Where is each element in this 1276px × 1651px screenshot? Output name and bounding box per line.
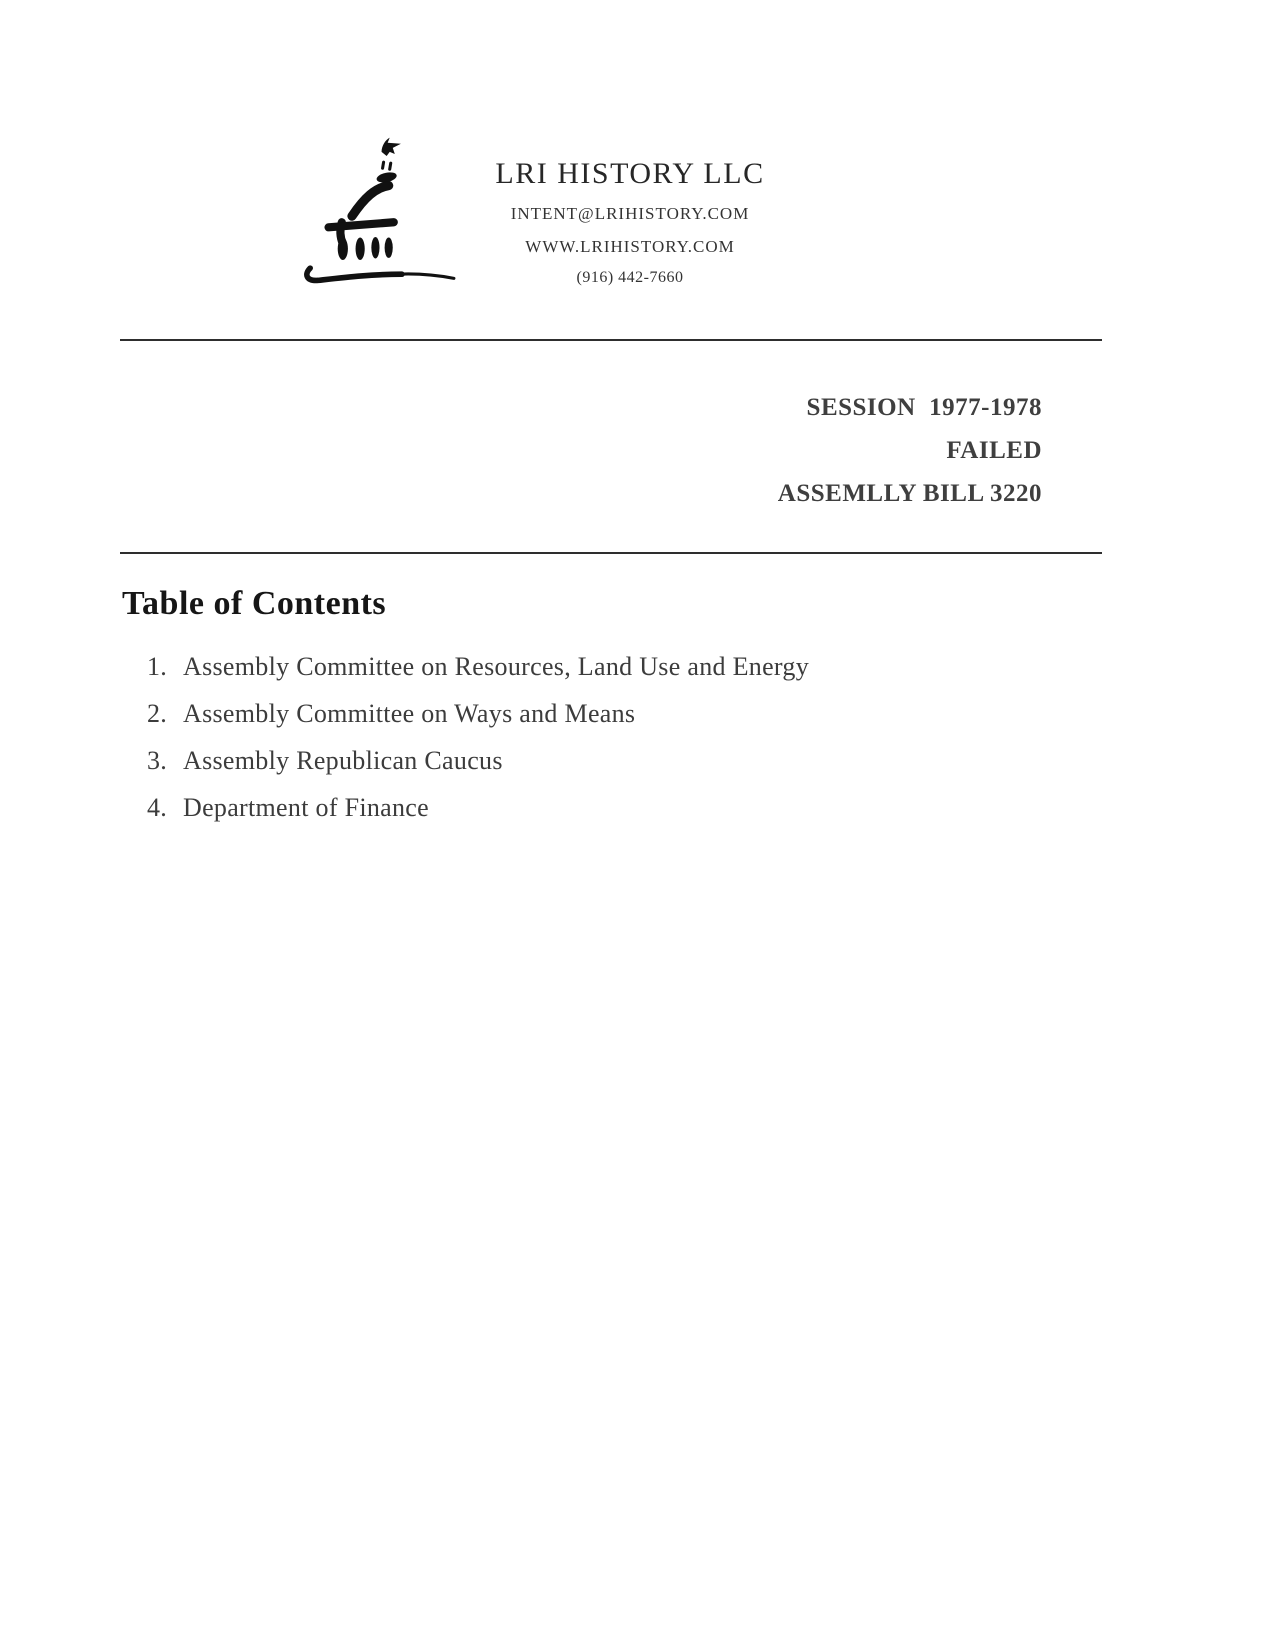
bill-status: FAILED bbox=[946, 437, 1042, 464]
session-block bbox=[778, 386, 1042, 515]
toc-item-label: Assembly Committee on Ways and Means bbox=[183, 699, 636, 728]
letterhead bbox=[415, 158, 845, 286]
toc-list bbox=[147, 653, 1047, 841]
toc-item-number: 2. bbox=[147, 699, 168, 728]
company-name: LRI HISTORY LLC bbox=[495, 157, 765, 190]
toc-item bbox=[147, 653, 1047, 680]
divider-bottom bbox=[120, 552, 1102, 554]
bill-number: ASSEMLLY BILL 3220 bbox=[777, 480, 1042, 507]
toc-item-number: 3. bbox=[147, 746, 168, 775]
toc-item-label: Assembly Committee on Resources, Land Use and Energy bbox=[183, 652, 810, 681]
toc-item-label: Assembly Republican Caucus bbox=[183, 746, 503, 775]
toc-item bbox=[147, 794, 1047, 821]
toc-item-number: 1. bbox=[147, 652, 168, 681]
company-website: WWW.LRIHISTORY.COM bbox=[525, 237, 735, 256]
toc-item bbox=[147, 747, 1047, 774]
company-email: INTENT@LRIHISTORY.COM bbox=[510, 204, 750, 223]
toc-title: Table of Contents bbox=[122, 585, 387, 622]
divider-top bbox=[120, 339, 1102, 341]
toc-item-label: Department of Finance bbox=[183, 793, 429, 822]
session-year: SESSION 1977-1978 bbox=[806, 394, 1042, 421]
toc-item bbox=[147, 700, 1047, 727]
company-phone: (916) 442-7660 bbox=[576, 269, 684, 286]
toc-item-number: 4. bbox=[147, 793, 168, 822]
